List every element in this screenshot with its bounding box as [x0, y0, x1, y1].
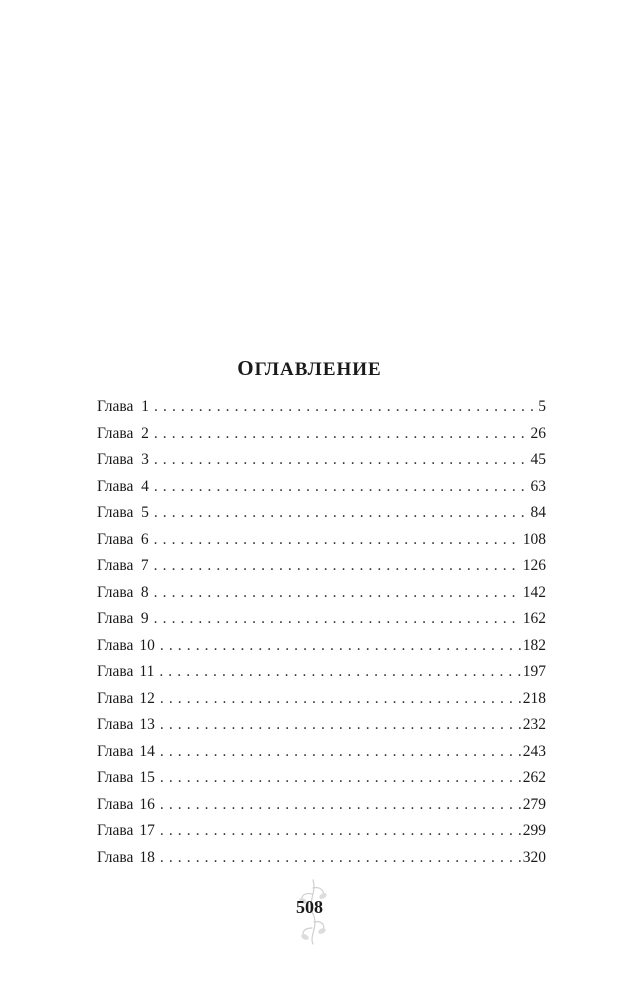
toc-entry-chapter-number: 7 [140, 557, 149, 574]
toc-entry-leader-dots [160, 712, 521, 739]
toc-entry-leader-dots [154, 606, 521, 633]
toc-entry-leader-dots [154, 474, 529, 501]
toc-entry-leader-dots [160, 845, 521, 872]
toc-entry-chapter-number: 13 [139, 716, 155, 733]
toc-entry-chapter-number: 17 [139, 822, 155, 839]
toc-entry-chapter-number: 11 [139, 663, 155, 680]
toc-entry-label: Глава [97, 848, 134, 866]
toc-entry [97, 765, 546, 792]
toc-entry-leader-dots [160, 818, 521, 845]
toc-entry [97, 712, 546, 739]
toc-entry-leader-dots [154, 527, 521, 554]
toc-entry-page: 162 [522, 610, 546, 627]
toc-entry-leader-dots [154, 421, 529, 448]
toc-entry-page: 26 [530, 424, 546, 442]
toc-entry-chapter-number: 18 [139, 848, 155, 866]
toc-entry-page: 45 [530, 451, 546, 468]
toc-entry-label: Глава [97, 398, 134, 415]
toc-entry [97, 659, 546, 686]
toc-entry-leader-dots [159, 659, 520, 686]
page-number: 508 [296, 897, 323, 917]
toc-entry-chapter-number: 16 [139, 795, 155, 813]
toc-entry-leader-dots [154, 553, 521, 580]
toc-entry-chapter-number: 15 [139, 769, 155, 786]
toc-entry-label: Глава [97, 610, 134, 627]
toc-entry-label: Глава [97, 477, 134, 495]
toc-entry-label: Глава [97, 663, 134, 680]
toc-entry [97, 606, 546, 633]
toc-entry-chapter-number: 12 [139, 689, 155, 707]
toc-entry-page: 243 [522, 742, 546, 760]
toc-entry-label: Глава [97, 636, 134, 654]
toc-entry-page: 262 [522, 769, 546, 786]
toc-entry [97, 845, 546, 872]
toc-entry-chapter-number: 2 [141, 424, 149, 442]
toc-entry-label: Глава [97, 583, 134, 601]
toc-title [0, 356, 619, 381]
toc-entry-page: 84 [530, 504, 546, 521]
toc-entry-leader-dots [160, 739, 521, 766]
toc-entry-page: 108 [522, 530, 546, 548]
toc-entry [97, 500, 546, 527]
toc-entry-page: 63 [530, 477, 546, 495]
toc-entry [97, 792, 546, 819]
toc-entry-page: 5 [538, 398, 546, 415]
toc-entry-leader-dots [154, 500, 529, 527]
toc-entry-page: 299 [522, 822, 546, 839]
toc-entry-page: 197 [522, 663, 546, 680]
toc-entry-chapter-number: 10 [139, 636, 155, 654]
toc-entry-label: Глава [97, 557, 134, 574]
toc-entry-page: 218 [522, 689, 546, 707]
toc-entry-chapter-number: 1 [141, 398, 150, 415]
toc-entry [97, 527, 546, 554]
toc-entry-label: Глава [97, 504, 134, 521]
toc-entry [97, 421, 546, 448]
toc-entry-leader-dots [154, 447, 529, 474]
toc-list [97, 394, 546, 871]
toc-entry-label: Глава [97, 742, 134, 760]
toc-entry-label: Глава [97, 795, 134, 813]
toc-entry [97, 580, 546, 607]
toc-entry-label: Глава [97, 769, 134, 786]
toc-entry-label: Глава [97, 451, 134, 468]
toc-entry-chapter-number: 4 [141, 477, 149, 495]
toc-entry-page: 320 [522, 848, 546, 866]
toc-entry-chapter-number: 6 [140, 530, 149, 548]
toc-entry-leader-dots [154, 580, 521, 607]
toc-entry [97, 394, 546, 421]
toc-entry-page: 232 [522, 716, 546, 733]
toc-entry-leader-dots [160, 765, 521, 792]
toc-entry-page: 126 [522, 557, 546, 574]
toc-entry-label: Глава [97, 716, 134, 733]
toc-entry [97, 474, 546, 501]
toc-entry [97, 739, 546, 766]
toc-entry-label: Глава [97, 530, 134, 548]
toc-title-rest: ГЛАВЛЕНИЕ [254, 358, 382, 380]
toc-entry [97, 686, 546, 713]
toc-entry-page: 279 [522, 795, 546, 813]
toc-entry-chapter-number: 3 [141, 451, 149, 468]
toc-entry-chapter-number: 9 [140, 610, 149, 627]
toc-entry [97, 447, 546, 474]
toc-title-initial: О [237, 355, 255, 380]
toc-entry [97, 818, 546, 845]
toc-entry-label: Глава [97, 689, 134, 707]
toc-entry-label: Глава [97, 822, 134, 839]
toc-entry-leader-dots [160, 633, 521, 660]
toc-entry-leader-dots [160, 792, 521, 819]
toc-entry [97, 553, 546, 580]
toc-entry-page: 142 [522, 583, 546, 601]
toc-entry-leader-dots [154, 394, 536, 421]
toc-entry-chapter-number: 8 [140, 583, 149, 601]
toc-entry-leader-dots [160, 686, 521, 713]
toc-entry-label: Глава [97, 424, 134, 442]
toc-entry-page: 182 [522, 636, 546, 654]
toc-entry-chapter-number: 14 [139, 742, 155, 760]
toc-entry [97, 633, 546, 660]
toc-entry-chapter-number: 5 [141, 504, 149, 521]
